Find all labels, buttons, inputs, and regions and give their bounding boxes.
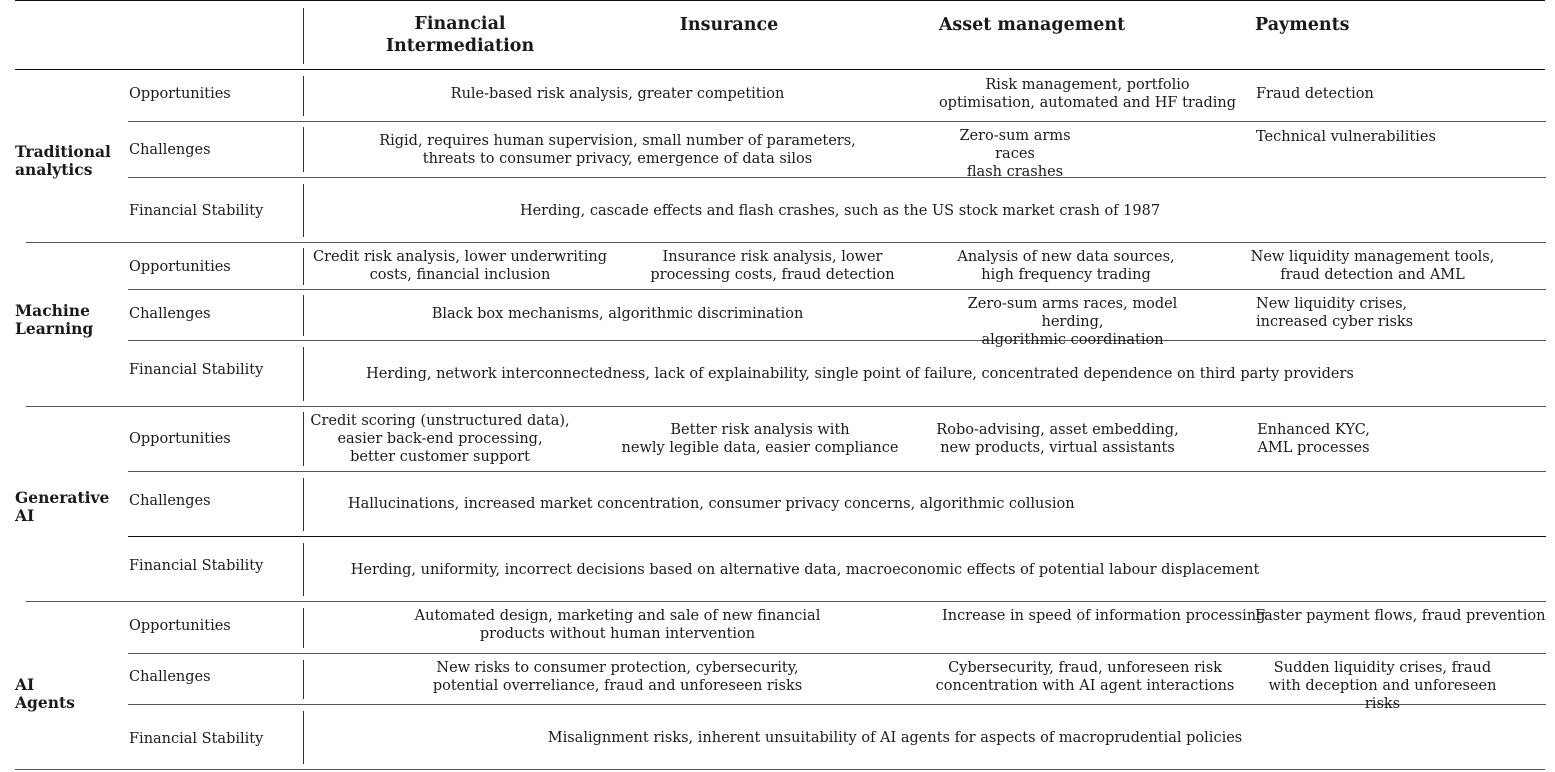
group-label-ai-agents: AI Agents: [15, 675, 75, 712]
cell-asset-management: Risk management, portfolio optimisation, automated and HF trading: [938, 77, 1237, 111]
row-label-opportunities: Opportunities: [129, 431, 231, 447]
column-separator: [303, 184, 304, 237]
header-insurance: Insurance: [679, 15, 779, 35]
row-label-opportunities: Opportunities: [129, 259, 231, 275]
cell-intermediation-insurance: Black box mechanisms, algorithmic discrimination: [431, 306, 804, 322]
column-separator: [303, 76, 304, 116]
cell-payments: Fraud detection: [1256, 86, 1374, 102]
row-divider: [128, 121, 1546, 122]
bottom-rule: [15, 769, 1545, 770]
column-separator: [303, 711, 304, 764]
cell-payments: Sudden liquidity crises, fraud with deception and unforeseen risks: [1268, 660, 1497, 712]
group-label-machine-learning: Machine Learning: [15, 301, 94, 338]
cell-intermediation-insurance: Rigid, requires human supervision, small number of parameters, threats to consumer privacy, emergence of data silos: [379, 133, 856, 167]
cell-asset-management: Analysis of new data sources, high frequency trading: [957, 249, 1175, 283]
cell-intermediation-insurance: Automated design, marketing and sale of new financial products without human intervention: [414, 608, 821, 642]
row-label-financial-stability: Financial Stability: [129, 558, 264, 574]
cell-asset-management: Zero-sum arms races flash crashes: [959, 128, 1071, 180]
cell-financial-intermediation: Credit risk analysis, lower underwriting costs, financial inclusion: [312, 249, 607, 283]
column-separator: [303, 478, 304, 531]
column-separator: [303, 660, 304, 699]
column-separator: [303, 8, 304, 64]
row-label-opportunities: Opportunities: [129, 86, 231, 102]
cell-intermediation-insurance: Rule-based risk analysis, greater competition: [450, 86, 785, 102]
row-divider: [128, 471, 1546, 472]
header-payments: Payments: [1255, 15, 1350, 35]
cell-payments: New liquidity management tools, fraud detection and AML: [1250, 249, 1495, 283]
row-divider: [128, 536, 1546, 537]
column-separator: [303, 608, 304, 648]
row-label-challenges: Challenges: [129, 142, 211, 158]
group-divider: [26, 406, 1546, 407]
cell-payments: Faster payment flows, fraud prevention: [1255, 608, 1546, 624]
row-divider: [128, 653, 1546, 654]
cell-all-sectors: Hallucinations, increased market concentration, consumer privacy concerns, algorithmic collusion: [348, 496, 1075, 512]
row-label-financial-stability: Financial Stability: [129, 203, 264, 219]
cell-all-sectors: Herding, cascade effects and flash crashes, such as the US stock market crash of 1987: [519, 203, 1161, 219]
cell-all-sectors: Herding, network interconnectedness, lack of explainability, single point of failure, concentrated dependence on third party providers: [366, 366, 1354, 382]
cell-all-sectors: Herding, uniformity, incorrect decisions based on alternative data, macroeconomic effects of potential labour displacement: [350, 562, 1260, 578]
cell-insurance: Insurance risk analysis, lower processing costs, fraud detection: [650, 249, 895, 283]
column-separator: [303, 412, 304, 466]
column-separator: [303, 543, 304, 596]
cell-asset-management: Increase in speed of information processing: [942, 608, 1266, 624]
row-label-challenges: Challenges: [129, 306, 211, 322]
group-divider: [26, 242, 1546, 243]
column-separator: [303, 127, 304, 172]
header-rule: [15, 69, 1545, 70]
column-separator: [303, 248, 304, 285]
cell-insurance: Better risk analysis with newly legible data, easier compliance: [621, 422, 899, 456]
row-label-financial-stability: Financial Stability: [129, 731, 264, 747]
cell-financial-intermediation: Credit scoring (unstructured data), easier back-end processing, better customer support: [310, 413, 570, 465]
cell-payments: Technical vulnerabilities: [1256, 129, 1436, 145]
row-label-financial-stability: Financial Stability: [129, 362, 264, 378]
column-separator: [303, 295, 304, 336]
group-label-traditional-analytics: Traditional analytics: [15, 142, 111, 179]
row-label-challenges: Challenges: [129, 493, 211, 509]
row-divider: [128, 177, 1546, 178]
row-divider: [128, 289, 1546, 290]
cell-payments: Enhanced KYC, AML processes: [1257, 422, 1370, 456]
cell-payments: New liquidity crises, increased cyber risks: [1256, 296, 1414, 330]
group-label-generative-ai: Generative AI: [15, 488, 110, 525]
row-label-challenges: Challenges: [129, 669, 211, 685]
cell-all-sectors: Misalignment risks, inherent unsuitability of AI agents for aspects of macroprudential policies: [547, 730, 1243, 746]
column-separator: [303, 347, 304, 401]
group-divider: [26, 601, 1546, 602]
cell-asset-management: Cybersecurity, fraud, unforeseen risk concentration with AI agent interactions: [935, 660, 1235, 694]
cell-intermediation-insurance: New risks to consumer protection, cybersecurity, potential overreliance, fraud and unforeseen risks: [432, 660, 803, 694]
top-rule: [15, 0, 1545, 1]
row-divider: [128, 340, 1546, 341]
row-label-opportunities: Opportunities: [129, 618, 231, 634]
cell-asset-management: Robo-advising, asset embedding, new products, virtual assistants: [936, 422, 1179, 456]
header-financial-intermediation: Financial Intermediation: [385, 14, 535, 56]
cell-asset-management: Zero-sum arms races, model herding, algorithmic coordination: [967, 296, 1178, 348]
header-asset-management: Asset management: [938, 15, 1126, 35]
